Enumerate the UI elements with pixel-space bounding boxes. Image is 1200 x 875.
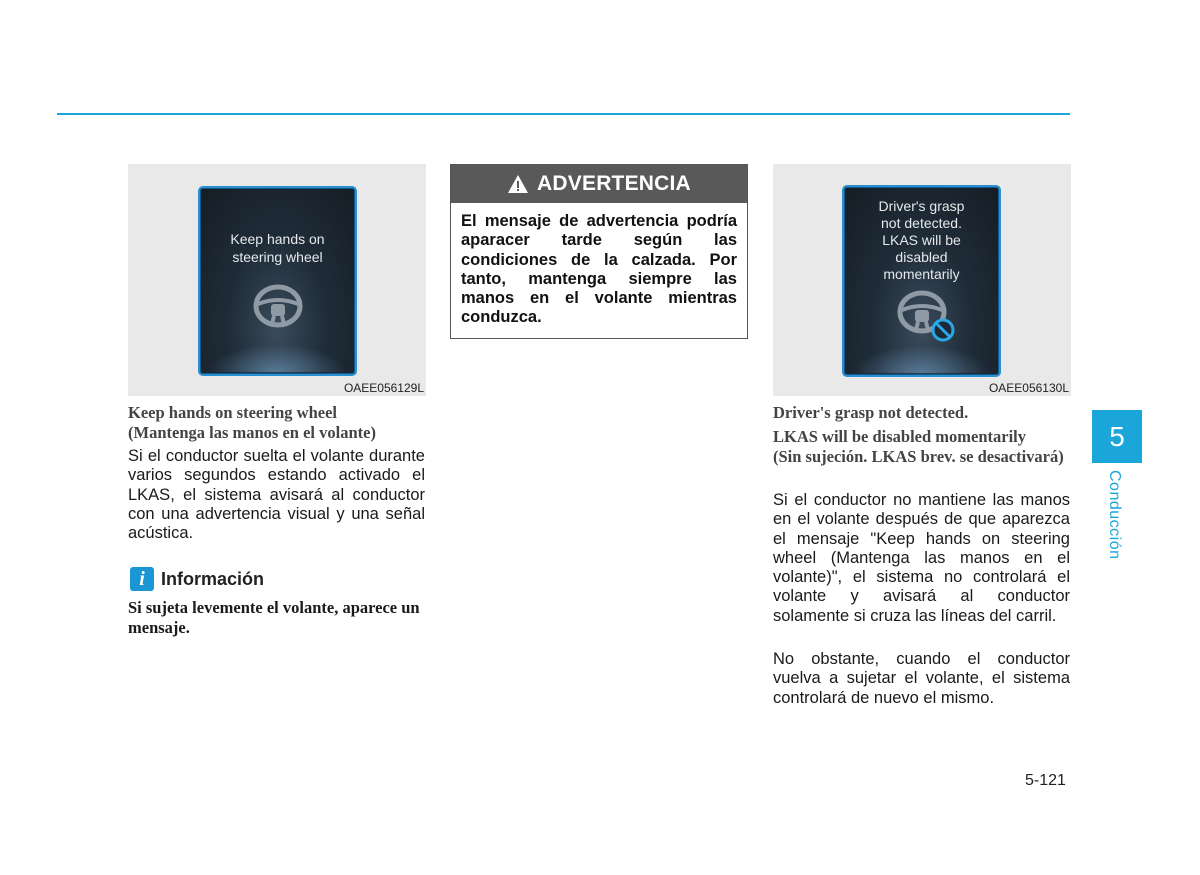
figure-code: OAEE056129L: [343, 381, 424, 395]
warning-body: El mensaje de advertencia podría aparacer tarde según las condiciones de la calzada. Por tanto, mantenga siempre las manos en el volante mientras conduzca.: [461, 212, 737, 327]
cluster-display: [842, 185, 1001, 377]
figure-grasp-not-detected: [773, 164, 1071, 396]
info-icon: i: [130, 567, 154, 591]
display-glow: [208, 344, 347, 372]
steering-wheel-disabled-icon: [896, 290, 958, 346]
cluster-display: [198, 186, 357, 376]
top-rule: [57, 113, 1070, 115]
chapter-number-tab: 5: [1092, 410, 1142, 463]
heading-line: Driver's grasp not detected.: [773, 403, 969, 422]
info-title: Información: [161, 569, 265, 589]
figure-keep-hands: [128, 164, 426, 396]
warning-header: [451, 165, 747, 203]
info-body: Si sujeta levemente el volante, aparece un mensaje.: [128, 598, 420, 637]
display-message: Keep hands on steering wheel: [230, 231, 325, 265]
warning-box: [450, 164, 748, 339]
figure-code: OAEE056130L: [988, 381, 1069, 395]
warning-triangle-icon: [507, 174, 529, 194]
display-glow: [852, 345, 991, 373]
section-heading: [128, 403, 428, 443]
section-heading: [773, 403, 1073, 467]
body-paragraph: Si el conductor no mantiene las manos en el volante después de que aparezca el mensaje "Keep hands on steering wheel (Mantenga las manos en el volante)", el sistema no controlará el volante y avisará al conductor solamente si cruza las líneas del carril.: [773, 491, 1070, 625]
display-message: Driver's grasp not detected. LKAS will be disabled momentarily: [878, 198, 965, 282]
steering-wheel-icon: [252, 284, 304, 328]
body-paragraph: No obstante, cuando el conductor vuelva a sujetar el volante, el sistema controlará de nuevo el mismo.: [773, 650, 1070, 707]
heading-line: LKAS will be disabled momentarily: [773, 427, 1027, 446]
chapter-name: Conducción: [1106, 470, 1123, 560]
warning-title: ADVERTENCIA: [537, 172, 691, 195]
heading-line: (Mantenga las manos en el volante): [128, 423, 376, 442]
heading-line: (Sin sujeción. LKAS brev. se desactivará): [773, 447, 1064, 466]
body-paragraph: Si el conductor suelta el volante durante varios segundos estando activado el LKAS, el sistema avisará al conductor con una advertencia visual y una señal acústica.: [128, 447, 425, 543]
page-number: 5-121: [1025, 772, 1066, 789]
heading-line: Keep hands on steering wheel: [128, 403, 338, 422]
